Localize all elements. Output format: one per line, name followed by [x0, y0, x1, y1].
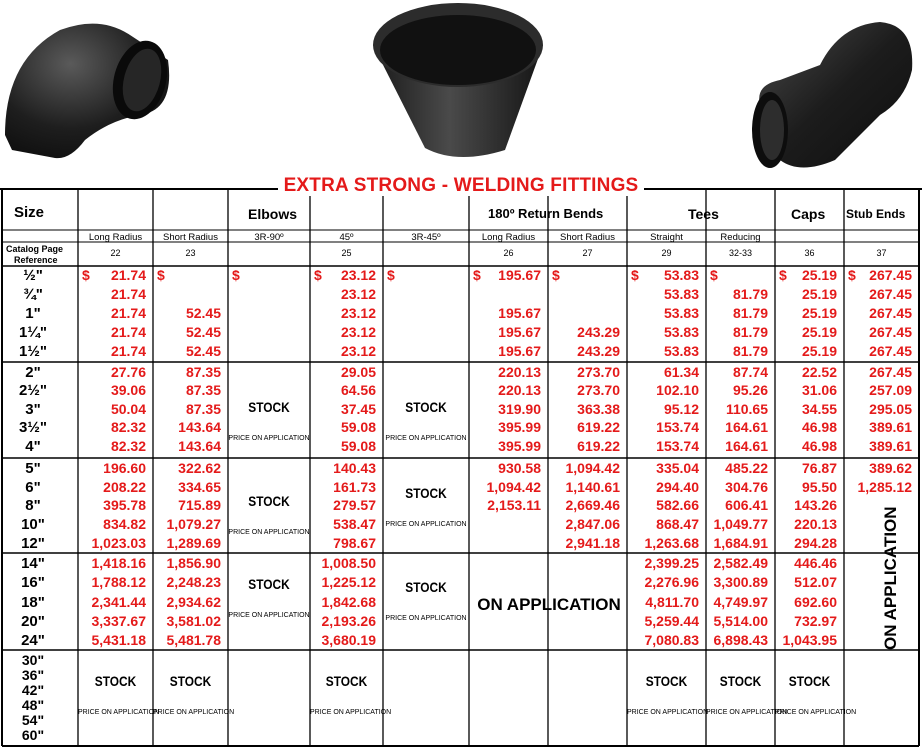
dollar-sign: $	[82, 267, 90, 283]
price-cell: 21.74	[110, 343, 146, 359]
price-cell: 294.40	[656, 479, 699, 495]
price-cell: 143.26	[794, 497, 837, 513]
size-cell: 36"	[21, 667, 45, 683]
price-cell: 582.66	[656, 497, 699, 513]
price-cell: 81.79	[732, 343, 768, 359]
price-cell: 619.22	[577, 438, 620, 454]
price-cell: 2,193.26	[321, 613, 376, 629]
price-cell: 27.76	[110, 364, 146, 380]
size-cell: 3½"	[19, 419, 47, 436]
price-cell: 2,669.46	[565, 497, 620, 513]
price-on-application-label: PRICE ON APPLICATION	[228, 435, 310, 442]
price-cell: 81.79	[732, 305, 768, 321]
price-cell: 363.38	[577, 401, 620, 417]
price-cell: 1,418.16	[91, 555, 146, 571]
price-cell: 267.45	[869, 267, 912, 283]
on-application-vertical-label: ON APPLICATION	[881, 506, 900, 650]
price-cell: 273.70	[577, 382, 620, 398]
price-cell: 1,684.91	[713, 535, 768, 551]
price-cell: 22.52	[801, 364, 837, 380]
size-cell: 48"	[21, 697, 45, 713]
price-on-application-label: PRICE ON APPLICATION	[385, 435, 467, 442]
price-cell: 1,842.68	[321, 594, 376, 610]
price-cell: 23.12	[340, 324, 376, 340]
price-cell: 95.26	[732, 382, 768, 398]
price-cell: 39.06	[110, 382, 146, 398]
price-cell: 1,094.42	[486, 479, 541, 495]
stock-label: STOCK	[248, 576, 290, 592]
size-cell: 1½"	[19, 343, 47, 360]
page-reference: 26	[503, 248, 514, 258]
size-cell: 16"	[21, 574, 45, 591]
header-stub-ends: Stub Ends	[846, 207, 906, 221]
price-on-application-label: PRICE ON APPLICATION	[153, 709, 235, 716]
price-cell: 868.47	[656, 516, 699, 532]
price-cell: 732.97	[794, 613, 837, 629]
price-cell: 395.78	[103, 497, 146, 513]
price-cell: 164.61	[725, 438, 768, 454]
size-cell: 14"	[21, 555, 45, 572]
dollar-sign: $	[710, 267, 718, 283]
price-cell: 23.12	[340, 343, 376, 359]
price-cell: 50.04	[110, 401, 146, 417]
page-reference: 25	[341, 248, 352, 258]
header-return-bends: 180º Return Bends	[488, 206, 604, 221]
price-cell: 4,749.97	[713, 594, 768, 610]
price-cell: 319.90	[498, 401, 541, 417]
price-cell: 29.05	[340, 364, 376, 380]
price-cell: 21.74	[110, 267, 146, 283]
price-cell: 61.34	[663, 364, 699, 380]
size-cell: ¾"	[23, 286, 43, 303]
price-cell: 7,080.83	[644, 632, 699, 648]
size-cell: 5"	[25, 460, 41, 477]
price-cell: 53.83	[663, 267, 699, 283]
price-cell: 21.74	[110, 286, 146, 302]
price-cell: 1,263.68	[644, 535, 699, 551]
price-cell: 59.08	[340, 438, 376, 454]
price-cell: 102.10	[656, 382, 699, 398]
size-cell: 2"	[25, 364, 41, 381]
price-cell: 220.13	[498, 382, 541, 398]
page-reference: 22	[110, 248, 121, 258]
price-cell: 5,514.00	[713, 613, 768, 629]
price-cell: 25.19	[801, 343, 837, 359]
price-cell: 52.45	[185, 305, 221, 321]
price-cell: 485.22	[725, 460, 768, 476]
subheader-label: Short Radius	[163, 232, 218, 243]
price-cell: 279.57	[333, 497, 376, 513]
price-on-application-label: PRICE ON APPLICATION	[627, 709, 709, 716]
price-cell: 512.07	[794, 574, 837, 590]
header-tees: Tees	[688, 206, 719, 222]
price-cell: 1,289.69	[166, 535, 221, 551]
price-cell: 2,276.96	[644, 574, 699, 590]
price-on-application-label: PRICE ON APPLICATION	[385, 615, 467, 622]
price-cell: 52.45	[185, 343, 221, 359]
price-cell: 3,337.67	[91, 613, 146, 629]
page-reference: 29	[661, 248, 672, 258]
price-cell: 153.74	[656, 419, 699, 435]
header-caps: Caps	[791, 206, 826, 222]
price-cell: 267.45	[869, 324, 912, 340]
price-on-application-label: PRICE ON APPLICATION	[228, 529, 310, 536]
price-cell: 161.73	[333, 479, 376, 495]
price-cell: 3,581.02	[166, 613, 221, 629]
price-cell: 220.13	[498, 364, 541, 380]
price-cell: 322.62	[178, 460, 221, 476]
header-size: Size	[14, 204, 45, 221]
subheader-label: Reducing	[720, 232, 761, 243]
price-cell: 692.60	[794, 594, 837, 610]
price-cell: 2,934.62	[166, 594, 221, 610]
price-cell: 2,399.25	[644, 555, 699, 571]
price-cell: 1,285.12	[857, 479, 912, 495]
price-cell: 140.43	[333, 460, 376, 476]
price-cell: 389.61	[869, 438, 912, 454]
price-cell: 1,049.77	[713, 516, 768, 532]
size-cell: 2½"	[19, 382, 47, 399]
price-cell: 46.98	[801, 419, 837, 435]
price-cell: 2,847.06	[565, 516, 620, 532]
price-cell: 164.61	[725, 419, 768, 435]
size-cell: 42"	[21, 682, 45, 698]
price-cell: 82.32	[110, 419, 146, 435]
price-cell: 64.56	[340, 382, 376, 398]
price-cell: 23.12	[340, 286, 376, 302]
size-cell: 1"	[25, 305, 41, 322]
price-cell: 267.45	[869, 343, 912, 359]
price-cell: 267.45	[869, 305, 912, 321]
price-cell: 834.82	[103, 516, 146, 532]
price-cell: 2,582.49	[713, 555, 768, 571]
price-cell: 6,898.43	[713, 632, 768, 648]
subheader-label: Long Radius	[88, 232, 143, 243]
price-cell: 267.45	[869, 286, 912, 302]
price-cell: 5,431.18	[91, 632, 146, 648]
subheader-label: Straight	[650, 232, 683, 243]
size-cell: 18"	[21, 594, 45, 611]
price-cell: 295.05	[869, 401, 912, 417]
price-on-application-label: PRICE ON APPLICATION	[775, 709, 857, 716]
dollar-sign: $	[552, 267, 560, 283]
price-cell: 1,788.12	[91, 574, 146, 590]
stock-label: STOCK	[169, 673, 212, 689]
price-cell: 395.99	[498, 438, 541, 454]
price-cell: 1,043.95	[782, 632, 837, 648]
size-cell: 24"	[21, 632, 45, 649]
price-cell: 153.74	[656, 438, 699, 454]
page-reference: 37	[876, 248, 887, 258]
price-cell: 1,094.42	[565, 460, 620, 476]
price-cell: 930.58	[498, 460, 541, 476]
dollar-sign: $	[779, 267, 787, 283]
price-cell: 53.83	[663, 286, 699, 302]
price-cell: 2,341.44	[91, 594, 146, 610]
price-cell: 606.41	[725, 497, 768, 513]
price-cell: 53.83	[663, 324, 699, 340]
size-cell: 1¼"	[19, 324, 47, 341]
price-cell: 23.12	[340, 267, 376, 283]
page-reference: 36	[804, 248, 815, 258]
price-cell: 143.64	[178, 419, 221, 435]
price-on-application-label: PRICE ON APPLICATION	[228, 612, 310, 619]
page-title	[0, 175, 922, 197]
stock-label: STOCK	[248, 399, 290, 415]
price-cell: 1,008.50	[321, 555, 376, 571]
subheader-label: Short Radius	[560, 232, 615, 243]
size-cell: 20"	[21, 613, 45, 630]
stock-label: STOCK	[645, 673, 688, 689]
subheader-label: Long Radius	[481, 232, 536, 243]
title-text: EXTRA STRONG - WELDING FITTINGS	[278, 175, 645, 196]
price-cell: 21.74	[110, 305, 146, 321]
header-catalog-ref-1: Catalog Page	[6, 244, 64, 254]
price-cell: 196.60	[103, 460, 146, 476]
price-cell: 25.19	[801, 267, 837, 283]
price-cell: 243.29	[577, 324, 620, 340]
dollar-sign: $	[157, 267, 165, 283]
price-cell: 220.13	[794, 516, 837, 532]
price-cell: 1,079.27	[166, 516, 221, 532]
price-cell: 143.64	[178, 438, 221, 454]
price-cell: 2,248.23	[166, 574, 221, 590]
size-cell: 54"	[21, 712, 45, 728]
price-cell: 87.74	[732, 364, 768, 380]
price-cell: 208.22	[103, 479, 146, 495]
price-cell: 195.67	[498, 343, 541, 359]
price-cell: 53.83	[663, 343, 699, 359]
stock-label: STOCK	[405, 579, 447, 595]
price-cell: 389.62	[869, 460, 912, 476]
subheader-label: 3R-90º	[254, 232, 284, 243]
size-cell: 4"	[25, 438, 41, 455]
price-cell: 21.74	[110, 324, 146, 340]
stock-label: STOCK	[94, 673, 137, 689]
price-on-application-label: PRICE ON APPLICATION	[310, 709, 392, 716]
size-cell: 60"	[21, 727, 45, 743]
size-cell: 12"	[21, 535, 45, 552]
price-cell: 294.28	[794, 535, 837, 551]
price-cell: 25.19	[801, 324, 837, 340]
price-cell: 53.83	[663, 305, 699, 321]
subheader-label: 45º	[339, 232, 354, 243]
dollar-sign: $	[387, 267, 395, 283]
dollar-sign: $	[232, 267, 240, 283]
price-cell: 87.35	[185, 382, 221, 398]
price-cell: 538.47	[333, 516, 376, 532]
price-cell: 195.67	[498, 324, 541, 340]
stock-label: STOCK	[719, 673, 762, 689]
price-cell: 267.45	[869, 364, 912, 380]
price-cell: 31.06	[801, 382, 837, 398]
stock-label: STOCK	[788, 673, 831, 689]
price-cell: 2,153.11	[487, 497, 541, 513]
stock-label: STOCK	[248, 493, 290, 509]
price-cell: 37.45	[340, 401, 376, 417]
size-cell: 30"	[21, 652, 45, 668]
price-cell: 82.32	[110, 438, 146, 454]
price-cell: 2,941.18	[565, 535, 620, 551]
price-cell: 95.50	[801, 479, 837, 495]
price-cell: 243.29	[577, 343, 620, 359]
price-cell: 87.35	[185, 364, 221, 380]
dollar-sign: $	[314, 267, 322, 283]
price-cell: 1,225.12	[321, 574, 376, 590]
page-reference: 23	[185, 248, 196, 258]
price-cell: 23.12	[340, 305, 376, 321]
stock-label: STOCK	[405, 399, 447, 415]
price-cell: 5,481.78	[166, 632, 221, 648]
price-cell: 59.08	[340, 419, 376, 435]
price-cell: 34.55	[801, 401, 837, 417]
page-reference: 32-33	[728, 248, 753, 258]
price-cell: 1,856.90	[166, 555, 221, 571]
page-reference: 27	[582, 248, 593, 258]
price-cell: 715.89	[178, 497, 221, 513]
size-cell: 3"	[25, 401, 41, 418]
price-cell: 110.65	[725, 401, 768, 417]
stock-label: STOCK	[405, 485, 447, 501]
price-cell: 195.67	[498, 267, 541, 283]
header-catalog-ref-2: Reference	[14, 255, 58, 265]
price-cell: 335.04	[656, 460, 699, 476]
price-cell: 389.61	[869, 419, 912, 435]
price-on-application-label: PRICE ON APPLICATION	[706, 709, 788, 716]
price-cell: 81.79	[732, 286, 768, 302]
price-cell: 95.12	[663, 401, 699, 417]
price-cell: 446.46	[794, 555, 837, 571]
dollar-sign: $	[848, 267, 856, 283]
price-cell: 304.76	[725, 479, 768, 495]
price-cell: 5,259.44	[644, 613, 699, 629]
on-application-label: ON APPLICATION	[477, 595, 621, 614]
size-cell: 8"	[25, 497, 41, 514]
header-elbows: Elbows	[248, 206, 298, 222]
price-cell: 273.70	[577, 364, 620, 380]
size-cell: 6"	[25, 479, 41, 496]
size-cell: 10"	[21, 516, 45, 533]
price-cell: 798.67	[333, 535, 376, 551]
price-cell: 4,811.70	[645, 594, 699, 610]
price-cell: 52.45	[185, 324, 221, 340]
price-cell: 1,023.03	[91, 535, 146, 551]
stock-label: STOCK	[325, 673, 368, 689]
price-on-application-label: PRICE ON APPLICATION	[78, 709, 160, 716]
subheader-label: 3R-45º	[411, 232, 441, 243]
price-cell: 25.19	[801, 305, 837, 321]
price-cell: 81.79	[732, 324, 768, 340]
price-on-application-label: PRICE ON APPLICATION	[385, 521, 467, 528]
price-cell: 334.65	[178, 479, 221, 495]
price-cell: 87.35	[185, 401, 221, 417]
price-cell: 395.99	[498, 419, 541, 435]
price-cell: 619.22	[577, 419, 620, 435]
price-cell: 3,300.89	[713, 574, 768, 590]
dollar-sign: $	[631, 267, 639, 283]
price-cell: 1,140.61	[565, 479, 620, 495]
size-cell: ½"	[23, 267, 43, 284]
dollar-sign: $	[473, 267, 481, 283]
price-cell: 46.98	[801, 438, 837, 454]
price-cell: 3,680.19	[321, 632, 376, 648]
price-cell: 25.19	[801, 286, 837, 302]
price-cell: 195.67	[498, 305, 541, 321]
price-cell: 257.09	[869, 382, 912, 398]
price-cell: 76.87	[801, 460, 837, 476]
